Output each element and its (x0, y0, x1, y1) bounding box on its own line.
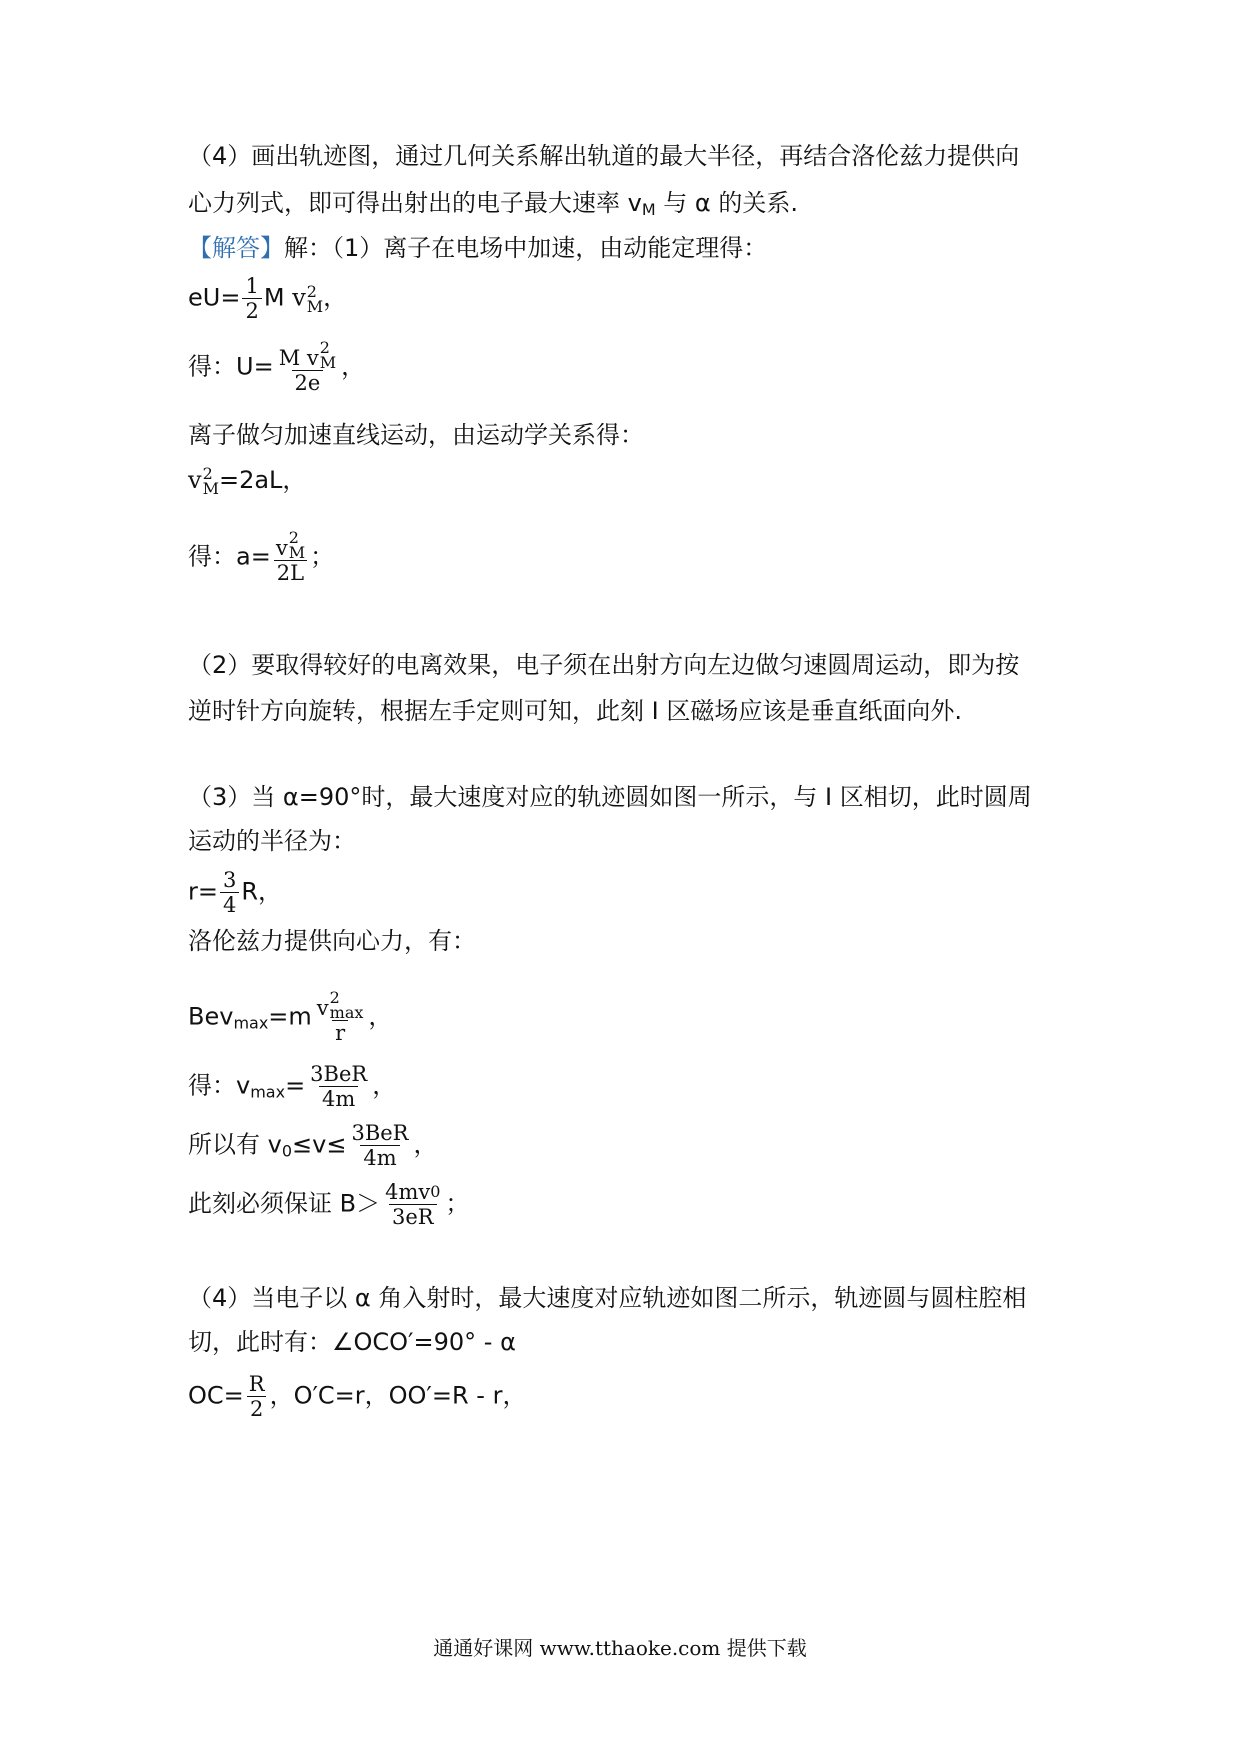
text-line: （4）画出轨迹图，通过几何关系解出轨道的最大半径，再结合洛伦兹力提供向 (188, 142, 1020, 170)
text-line: 离子做匀加速直线运动，由运动学关系得： (188, 421, 644, 449)
equation: 得：a= v 2 M 2L ； (188, 528, 335, 585)
fraction: v 2 M 2L (273, 530, 308, 585)
equation: r= $\frac{3}{4}$ R， (188, 868, 283, 917)
text-line: 运动的半径为： (188, 827, 356, 855)
fraction: M v 2 M 2e (278, 338, 337, 395)
fraction: $\frac{R}{2}$ (248, 1372, 265, 1421)
text-line: 切，此时有：∠OCO′=90° - α (188, 1328, 516, 1356)
page-footer: 通通好课网 www.tthaoke.com 提供下载 (433, 1636, 807, 1660)
equation: 此刻必须保证 B＞ 4mv 0 3eR ； (188, 1180, 470, 1229)
text-line: （4）当电子以 α 角入射时，最大速度对应轨迹如图二所示，轨迹圆与圆柱腔相 (188, 1284, 1027, 1312)
fraction: $\frac{\text{3BeR}}{4m}$ (310, 1062, 368, 1111)
text-line: 逆时针方向旋转，根据左手定则可知，此刻 Ⅰ 区磁场应该是垂直纸面向外. (188, 697, 962, 725)
equation: eU= $\frac{1}{2}$ M v 2 M ， (188, 274, 348, 323)
text-line: （3）当 α=90°时，最大速度对应的轨迹圆如图一所示，与 Ⅰ 区相切，此时圆周 (188, 783, 1032, 811)
text-line: 洛伦兹力提供向心力，有： (188, 927, 476, 955)
equation: Bev$_{max}$=m v 2 max r ， (188, 988, 393, 1045)
text-line: （2）要取得较好的电离效果，电子须在出射方向左边做匀速圆周运动，即为按 (188, 651, 1020, 679)
equation: 所以有 $v_0\le v\le$ $\frac{\text{3BeR}}{4m}$ ， (188, 1121, 438, 1170)
fraction: $\frac{\text{3BeR}}{4m}$ (351, 1121, 409, 1170)
equation: 得：$v_{max}=$ $\frac{\text{3BeR}}{4m}$ ， (188, 1062, 397, 1111)
fraction: $\frac{1}{2}$ (242, 274, 261, 323)
answer-heading: 【解答】解：（1）离子在电场中加速，由动能定理得： (188, 234, 768, 262)
fraction: 4mv 0 3eR (385, 1180, 441, 1229)
text-line: 心力列式，即可得出射出的电子最大速率 $v_M$ 与 α 的关系. (188, 189, 798, 219)
fraction: $\frac{3}{4}$ (220, 868, 239, 917)
answer-label: 【解答】 (188, 234, 284, 262)
equation: 得：U= M v 2 M 2e ， (188, 338, 366, 395)
fraction: v 2 max r (316, 988, 364, 1045)
equation: v 2 M =2aL， (188, 464, 307, 498)
equation: OC= $\frac{R}{2}$ ，O′C=r，OO′=R - r， (188, 1372, 527, 1421)
